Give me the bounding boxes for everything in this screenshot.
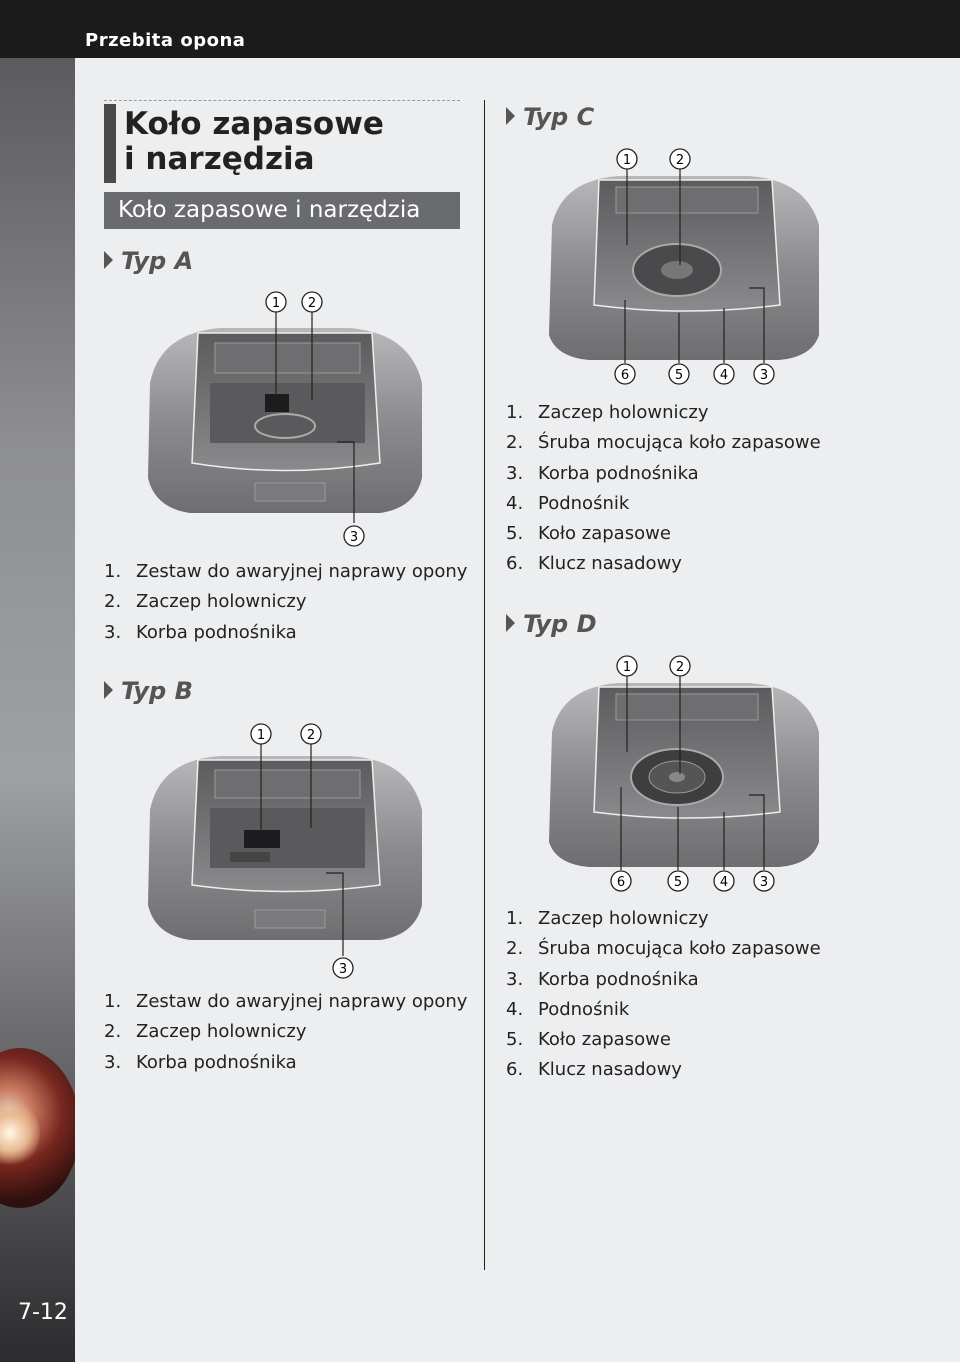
typ-a-figure [140, 288, 430, 550]
list-item: 6. Klucz nasadowy [506, 1059, 682, 1081]
callout-4: 4 [719, 875, 729, 890]
typ-b-heading [104, 677, 193, 705]
list-item: 4. Podnośnik [506, 998, 630, 1020]
column-divider [484, 100, 485, 1270]
typ-b-legend [104, 987, 467, 1078]
callout-6: 6 [620, 368, 630, 383]
typ-d-label: Typ D [523, 610, 597, 638]
typ-d-heading [506, 610, 597, 638]
section-heading-text: Koło zapasowe i narzędzia [118, 197, 421, 223]
section-title: Przebita opona [85, 30, 246, 51]
callout-1: 1 [271, 296, 281, 311]
callout-5: 5 [673, 875, 683, 890]
chapter-title [124, 107, 454, 177]
heading-arrow-icon [104, 681, 113, 699]
header-bar [0, 0, 960, 58]
section-heading [104, 192, 460, 229]
callout-1: 1 [622, 153, 632, 168]
typ-a-label: Typ A [121, 247, 194, 275]
chapter-title-line2: i narzędzia [124, 141, 315, 177]
list-item: 1. Zaczep holowniczy [506, 908, 709, 929]
callout-4: 4 [719, 368, 729, 383]
list-item: 5. Koło zapasowe [506, 523, 671, 545]
typ-a-heading [104, 247, 193, 275]
side-decoration [0, 58, 75, 1362]
list-item: 3. Korba podnośnika [506, 968, 699, 990]
car-rear-illustration [148, 756, 422, 940]
callout-2: 2 [306, 728, 316, 743]
list-item: 2. Zaczep holowniczy [104, 1021, 307, 1043]
callout-6: 6 [616, 875, 626, 890]
callout-5: 5 [674, 368, 684, 383]
typ-a-legend [104, 557, 467, 648]
list-item: 2. Zaczep holowniczy [104, 591, 307, 613]
list-item: 2. Śruba mocująca koło zapasowe [506, 938, 821, 960]
list-item: 1. Zestaw do awaryjnej naprawy opony [104, 561, 468, 582]
list-item: 2. Śruba mocująca koło zapasowe [506, 432, 821, 454]
callout-2: 2 [307, 296, 317, 311]
list-item: 3. Korba podnośnika [506, 462, 699, 484]
callout-1: 1 [622, 660, 632, 675]
typ-d-legend [506, 904, 821, 1086]
heading-arrow-icon [506, 614, 515, 632]
callout-3: 3 [759, 368, 769, 383]
car-rear-illustration [549, 683, 819, 867]
list-item: 4. Podnośnik [506, 492, 630, 514]
typ-c-legend [506, 398, 821, 580]
title-accent-bar [104, 104, 116, 183]
callout-2: 2 [675, 153, 685, 168]
typ-d-figure [544, 652, 824, 897]
list-item: 3. Korba podnośnika [104, 621, 297, 643]
car-rear-illustration [549, 176, 819, 360]
typ-c-label: Typ C [523, 103, 595, 131]
list-item: 6. Klucz nasadowy [506, 553, 682, 575]
callout-2: 2 [675, 660, 685, 675]
car-rear-illustration [148, 328, 422, 513]
typ-b-figure [140, 720, 430, 982]
page-number: 7-12 [18, 1300, 68, 1325]
typ-b-label: Typ B [121, 677, 193, 705]
list-item: 3. Korba podnośnika [104, 1051, 297, 1073]
list-item: 5. Koło zapasowe [506, 1029, 671, 1051]
list-item: 1. Zaczep holowniczy [506, 402, 709, 423]
typ-c-heading [506, 103, 594, 131]
heading-arrow-icon [506, 107, 515, 125]
callout-3: 3 [349, 530, 359, 545]
typ-c-figure [544, 145, 824, 390]
callout-1: 1 [256, 728, 266, 743]
list-item: 1. Zestaw do awaryjnej naprawy opony [104, 991, 468, 1012]
callout-3: 3 [759, 875, 769, 890]
chapter-title-line1: Koło zapasowe [124, 106, 384, 142]
heading-arrow-icon [104, 251, 113, 269]
callout-3: 3 [338, 962, 348, 977]
chapter-title-block [104, 100, 460, 183]
